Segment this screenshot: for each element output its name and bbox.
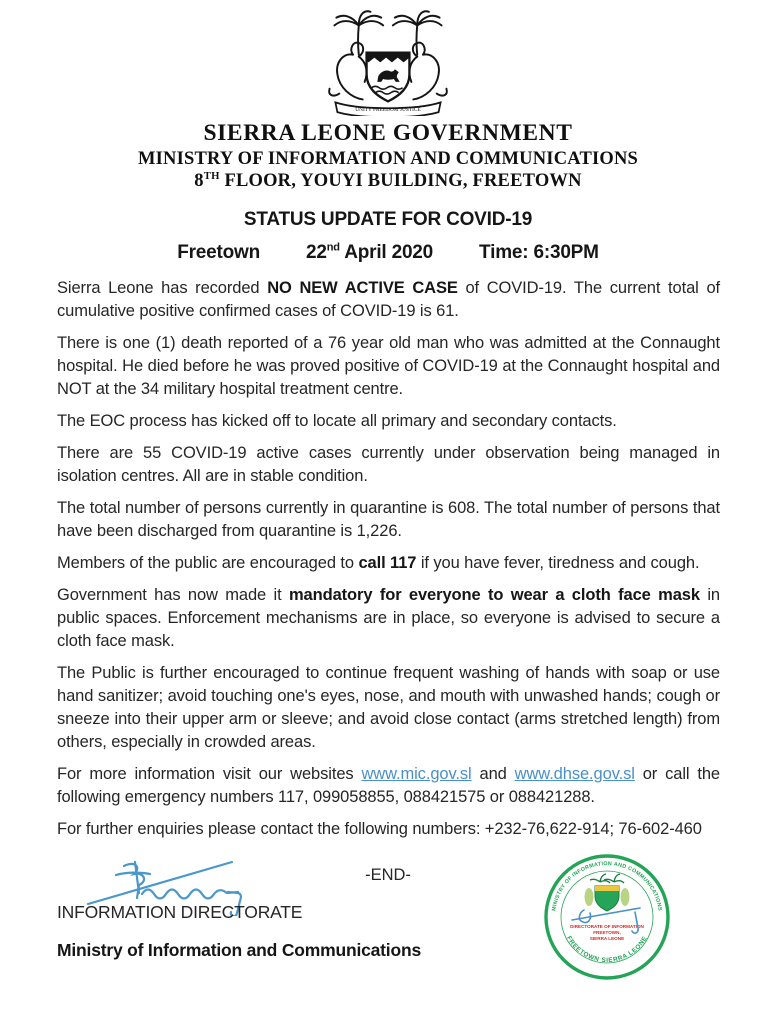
paragraph-websites: For more information visit our websites www.mic.gov.sl and www.dhse.gov.sl or call the following emergency numbers 117, 099058855, 088421575 or 088421288. bbox=[57, 765, 721, 806]
date-number: 22 bbox=[306, 242, 327, 263]
bold-no-new-active-case: NO NEW ACTIVE CASE bbox=[267, 279, 458, 297]
address-line bbox=[0, 171, 776, 192]
dateline-date bbox=[306, 242, 433, 264]
paragraph-no-new-case: Sierra Leone has recorded NO NEW ACTIVE CASE of COVID-19. The current total of cumulative positive confirmed cases of COVID-19 is 61. bbox=[57, 279, 721, 320]
paragraph-death-report: There is one (1) death reported of a 76 year old man who was admitted at the Connaught hospital. He died before he was proved positive of COVID-19 at the Connaught hospital and NOT at the 34 military hospital treatment centre. bbox=[57, 334, 720, 398]
address-text: FLOOR, YOUYI BUILDING, FREETOWN bbox=[219, 171, 582, 191]
information-directorate-label: INFORMATION DIRECTORATE bbox=[57, 902, 303, 922]
address-ordinal: TH bbox=[203, 169, 220, 182]
seal-arc-bottom-text: FREETOWN SIERRA LEONE bbox=[565, 934, 649, 965]
seal-mini-arms bbox=[585, 874, 630, 911]
ministry-title: MINISTRY OF INFORMATION AND COMMUNICATIONS bbox=[137, 149, 639, 169]
seal-center-line3: SIERRA LEONE bbox=[589, 936, 625, 941]
date-ordinal: nd bbox=[326, 241, 340, 254]
paragraph-call-117: Members of the public are encouraged to call 117 if you have fever, tiredness and cough. bbox=[57, 554, 700, 572]
seal-center-line1: DIRECTORATE OF INFORMATION bbox=[570, 924, 644, 929]
link-dhse-website[interactable]: www.dhse.gov.sl bbox=[514, 765, 635, 783]
link-mic-website[interactable]: www.mic.gov.sl bbox=[361, 765, 472, 783]
document-footer bbox=[0, 850, 776, 1000]
address-number: 8 bbox=[194, 171, 204, 191]
bold-call-117: call 117 bbox=[358, 554, 417, 572]
document-body bbox=[0, 277, 776, 841]
dateline bbox=[0, 242, 776, 264]
paragraph-enquiries: For further enquiries please contact the following numbers: +232-76,622-914; 76-602-460 bbox=[57, 820, 702, 838]
paragraph-active-cases: There are 55 COVID-19 active cases currently under observation being managed in isolation centres. All are in stable condition. bbox=[57, 444, 720, 485]
letterhead bbox=[0, 0, 776, 192]
document-title: STATUS UPDATE FOR COVID-19 bbox=[243, 209, 533, 230]
ministry-signoff: Ministry of Information and Communications bbox=[57, 940, 421, 960]
paragraph-eoc-process: The EOC process has kicked off to locate all primary and secondary contacts. bbox=[57, 412, 617, 430]
seal-arc-top-text: MINISTRY OF INFORMATION AND COMMUNICATIONS bbox=[551, 860, 663, 912]
seal-center-line2: FREETOWN, bbox=[593, 930, 621, 935]
bold-mask-mandate: mandatory for everyone to wear a cloth face mask bbox=[288, 586, 700, 604]
paragraph-quarantine-numbers: The total number of persons currently in quarantine is 608. The total number of persons that have been discharged from quarantine is 1,226. bbox=[57, 499, 720, 540]
sierra-leone-coat-of-arms bbox=[278, 4, 498, 116]
dateline-time: Time: 6:30PM bbox=[479, 242, 599, 263]
paragraph-mask-mandate: Government has now made it mandatory for everyone to wear a cloth face mask in public spaces. Enforcement mechanisms are in place, so everyone is advised to secure a cloth face mask. bbox=[57, 586, 720, 650]
government-title: SIERRA LEONE GOVERNMENT bbox=[203, 120, 573, 146]
end-marker: -END- bbox=[365, 866, 411, 884]
ministry-seal bbox=[542, 852, 672, 982]
dateline-place: Freetown bbox=[177, 242, 261, 263]
date-month-year: April 2020 bbox=[339, 242, 434, 263]
arms-motto: UNITY FREEDOM JUSTICE bbox=[355, 107, 421, 114]
paragraph-hygiene-advice: The Public is further encouraged to continue frequent washing of hands with soap or use hand sanitizer; avoid touching one's eyes, nose, and mouth with unwashed hands; cough or sneeze into their upper arm or sleeve; and avoid close contact (arms stretched length) from others, especially in crowded areas. bbox=[57, 664, 720, 751]
